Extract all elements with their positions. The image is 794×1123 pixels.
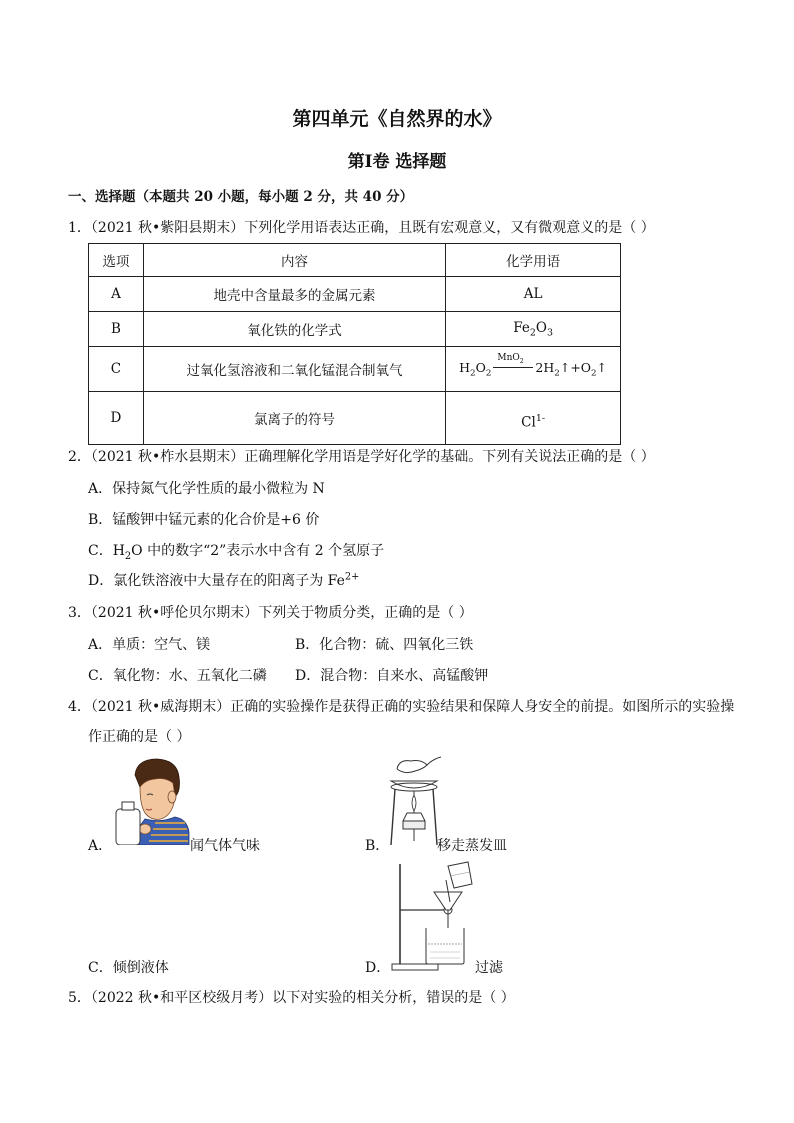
catalyst-subscript: 2 [519,357,524,365]
question-2-option-a: A．保持氮气化学性质的最小微粒为 N [88,481,325,497]
question-4-option-d-letter: D． [365,960,391,976]
question-3-option-d: D．混合物：自来水、高锰酸钾 [295,668,489,684]
question-4-option-b-letter: B． [365,838,390,854]
table-cell-content: 地壳中含量最多的金属元素 [143,277,445,312]
expr-subscript: 2 [485,368,492,379]
table-header-cell: 选项 [89,244,144,277]
table-row [89,347,621,392]
option-superscript: 2+ [344,571,360,583]
reaction-condition [493,352,533,368]
question-4-stem-line-2: 作正确的是（ ） [88,729,191,745]
expr-subscript: 2 [470,368,476,379]
expr-subscript: 2 [529,327,536,339]
question-2-option-d [88,570,359,590]
filtration-illustration [390,858,475,973]
expr-text: 2H [535,359,555,375]
expr-superscript: 1- [535,413,546,425]
question-4-option-a-letter: A． [88,838,113,854]
question-2-stem: 2．（2021 秋•柞水县期末）正确理解化学用语是学好化学的基础。下列有关说法正确的是（ ） [68,449,655,465]
evaporating-dish-illustration [385,755,443,847]
table-cell-expr [446,392,621,445]
expr-subscript: 2 [554,368,560,379]
expr-text: ↑+O [559,359,592,375]
table-cell-option: D [89,392,144,445]
question-5-stem: 5．（2022 秋•和平区校级月考）以下对实验的相关分析，错误的是（ ） [68,990,515,1006]
table-cell-content: 氧化铁的化学式 [143,312,445,347]
table-cell-option: B [89,312,144,347]
question-2-option-c [88,540,384,562]
table-cell-expr: AL [446,277,621,312]
option-text: C．H [88,543,125,559]
document-title: 第四单元《自然界的水》 [292,108,502,130]
table-row [89,277,621,312]
table-cell-option: C [89,347,144,392]
question-4-option-a-caption: 闻气体气味 [190,838,260,854]
question-3-option-c: C．氧化物：水、五氧化二磷 [88,668,267,684]
smelling-gas-illustration [115,757,190,845]
expr-text: ↑ [596,359,608,375]
expr-text: Fe [513,319,530,336]
expr-text: O [475,359,486,375]
table-header-cell: 化学用语 [446,244,621,277]
expr-text: H [459,359,470,375]
question-3-option-b: B．化合物：硫、四氧化三铁 [295,637,474,653]
table-cell-option: A [89,277,144,312]
section-heading: 一、选择题（本题共 20 小题，每小题 2 分，共 40 分） [68,189,414,205]
question-4-option-b-caption: 移走蒸发皿 [437,838,507,854]
question-1-stem: 1．（2021 秋•紫阳县期末）下列化学用语表达正确，且既有宏观意义，又有微观意义的是（ ） [68,220,655,236]
question-3-stem: 3．（2021 秋•呼伦贝尔期末）下列关于物质分类，正确的是（ ） [68,605,473,621]
question-4-option-d-caption: 过滤 [475,960,503,976]
part-title: 第Ⅰ卷 选择题 [347,152,447,172]
table-cell-expr [446,347,621,392]
expr-text: O [535,319,547,336]
table-cell-expr [446,312,621,347]
catalyst-text: MnO [497,352,520,363]
table-row [89,312,621,347]
table-row [89,392,621,445]
table-header-row [89,244,621,277]
question-4-option-c: C．倾倒液体 [88,960,169,976]
option-subscript: 2 [124,550,132,562]
expr-subscript: 3 [546,327,553,339]
table-cell-content: 过氧化氢溶液和二氧化锰混合制氧气 [143,347,445,392]
option-text: O 中的数字“2”表示水中含有 2 个氢原子 [131,543,385,559]
table-cell-content: 氯离子的符号 [143,392,445,445]
question-4-stem-line-1: 4．（2021 秋•威海期末）正确的实验操作是获得正确的实验结果和保障人身安全的前提。如图所示的实验操 [68,699,735,715]
option-text: D．氯化铁溶液中大量存在的阳离子为 Fe [88,573,345,589]
question-3-option-a: A．单质：空气、镁 [88,637,211,653]
expr-text: Cl [521,414,536,431]
question-1-table [88,243,621,445]
expr-subscript: 2 [591,368,597,379]
table-header-cell: 内容 [143,244,445,277]
question-2-option-b: B．锰酸钾中锰元素的化合价是+6 价 [88,512,320,528]
